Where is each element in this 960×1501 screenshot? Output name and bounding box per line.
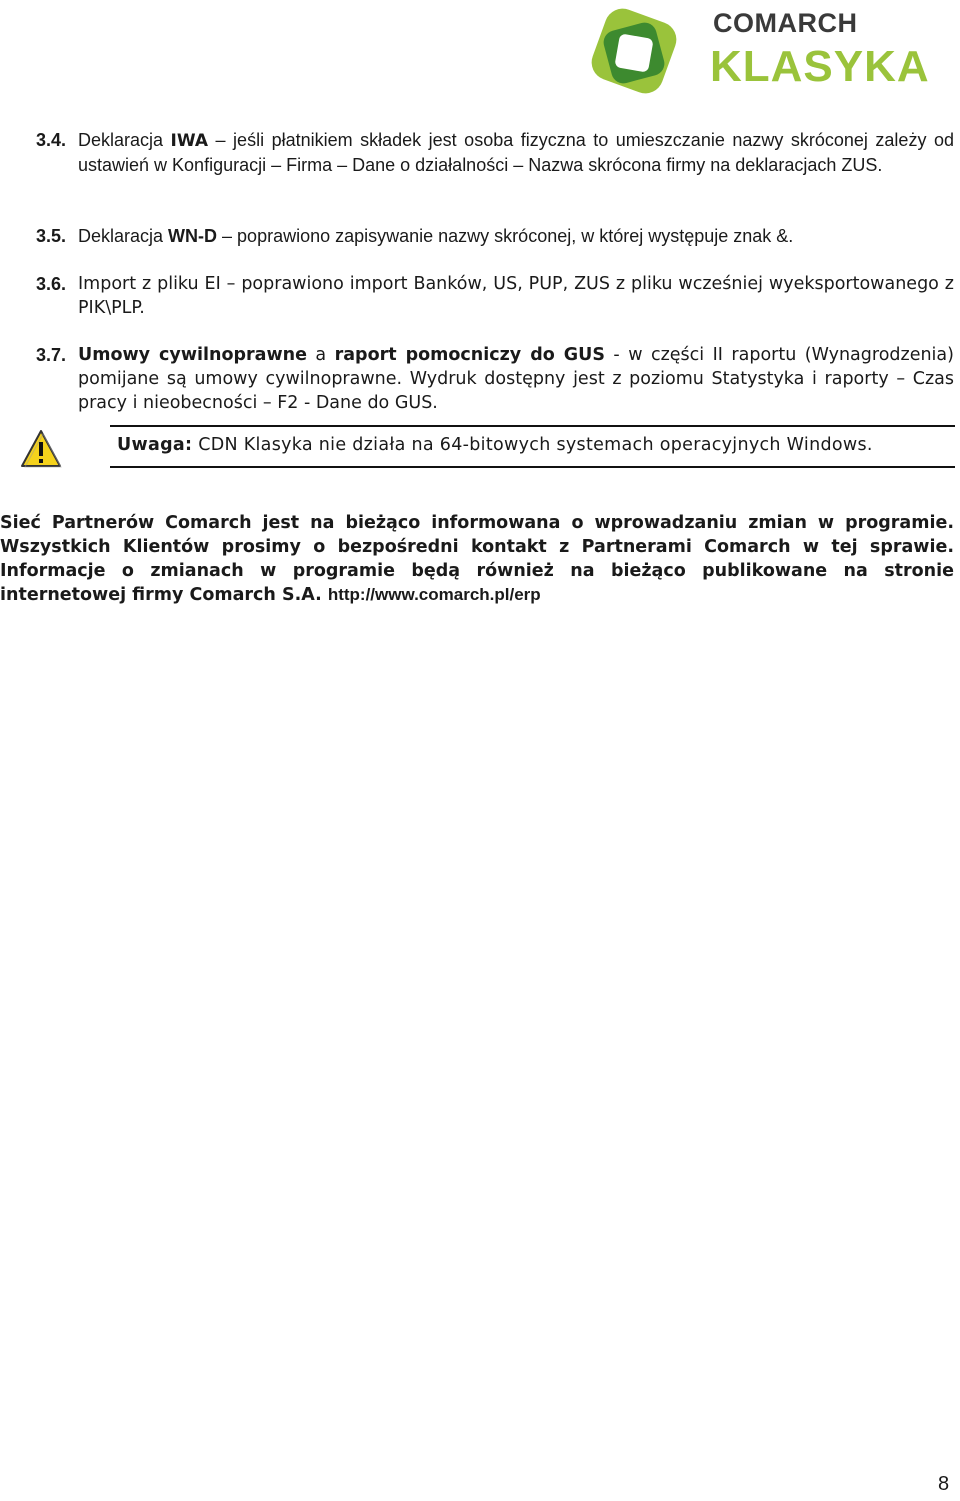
warning-text: CDN Klasyka nie działa na 64-bitowych systemach operacyjnych Windows. [192, 435, 873, 455]
comarch-logo-icon [583, 4, 687, 104]
bold-term: Umowy cywilnoprawne [78, 345, 307, 365]
bold-term: WN-D [168, 226, 218, 246]
section-text: Import z pliku EI – poprawiono import Banków, US, PUP, ZUS z pliku wcześniej wyeksportowanego z PIK\PLP. [78, 274, 954, 318]
warning-divider-bottom [110, 466, 955, 468]
section-text [78, 343, 954, 415]
text-run: Deklaracja [78, 226, 169, 246]
warning-note [117, 435, 873, 455]
text-run: – jeśli płatnikiem składek jest osoba fizyczna to umieszczanie nazwy skróconej zależy od ustawień w Konfiguracji – Firma – Dane o działalności – Nazwa skrócona firmy na deklaracjach ZUS. [78, 130, 954, 175]
section-number: 3.5. [36, 226, 67, 246]
section-3-6 [36, 272, 954, 320]
section-text [78, 128, 954, 177]
section-3-5 [36, 224, 954, 248]
section-number: 3.7. [36, 345, 67, 365]
section-3-4 [36, 128, 954, 177]
partners-notice-text: Sieć Partnerów Comarch jest na bieżąco informowana o wprowadzaniu zmian w programie. Wszystkich Klientów prosimy o bezpośredni kontakt z Partnerami Comarch w tej sprawie. Informacje o zmianach w programie będą również na bieżąco publikowane na stronie internetowej firmy Comarch S.A. [0, 513, 954, 605]
section-number: 3.6. [36, 274, 67, 294]
bold-term: IWA [170, 131, 209, 151]
partners-notice [0, 511, 954, 607]
section-number: 3.4. [36, 130, 67, 150]
text-run: a [306, 345, 335, 365]
warning-divider-top [110, 425, 955, 427]
bold-term: raport pomocniczy do GUS [334, 345, 605, 365]
comarch-erp-link[interactable]: http://www.comarch.pl/erp [327, 585, 541, 604]
section-text [78, 224, 954, 248]
warning-label: Uwaga: [117, 435, 193, 455]
text-run: – poprawiono zapisywanie nazwy skróconej, w której występuje znak &. [217, 226, 794, 246]
text-run: Wydruk dostępny jest z poziomu Statystyka i raporty – Czas pracy i nieobecności – F2 - Dane do GUS. [78, 369, 954, 413]
warning-icon [20, 428, 62, 470]
logo-text-comarch: COMARCH [713, 8, 858, 38]
page-number: 8 [938, 1473, 950, 1495]
comarch-klasyka-logo [583, 4, 933, 104]
text-run: - w części II raportu (Wynagrodzenia) pomijane są umowy cywilnoprawne. [78, 345, 954, 389]
logo-text-klasyka: KLASYKA [710, 42, 930, 91]
text-run: Deklaracja [78, 130, 171, 150]
section-3-7 [36, 343, 954, 415]
